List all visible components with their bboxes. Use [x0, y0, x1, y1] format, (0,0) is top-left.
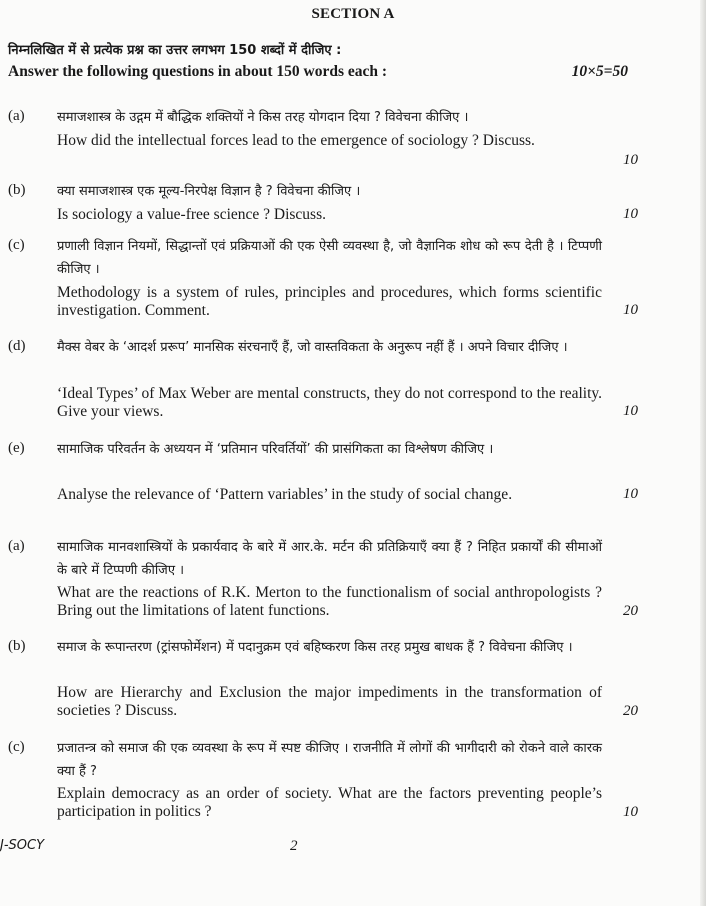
question-english: Explain democracy as an order of society. What are the factors preventing people’s participation in politics ? [57, 785, 602, 820]
question-label: (c) [8, 237, 25, 253]
question-1a [8, 106, 638, 166]
question-hindi: प्रजातन्त्र को समाज की एक व्यवस्था के रूप में स्पष्ट कीजिए । राजनीति में लोगों की भागीदारी को रोकने वाले कारक क्या हैं ? [57, 741, 602, 779]
instruction-hindi: निम्नलिखित में से प्रत्येक प्रश्न का उत्तर लगभग 150 शब्दों में दीजिए : [8, 43, 342, 58]
question-english: What are the reactions of R.K. Merton to the functionalism of social anthropologists ? Bring out the limitations of latent functions. [57, 584, 602, 619]
question-1e [8, 438, 638, 508]
question-english: Methodology is a system of rules, principles and procedures, which forms scientific investigation. Comment. [57, 284, 602, 319]
instruction-english [8, 63, 628, 81]
question-hindi: मैक्स वेबर के ‘आदर्श प्ररूप’ मानसिक संरचनाएँ हैं, जो वास्तविकता के अनुरूप नहीं हैं । अपने विचार दीजिए । [57, 340, 568, 355]
question-label: (e) [8, 440, 25, 456]
question-hindi: समाज के रूपान्तरण (ट्रांसफोर्मेशन) में पदानुक्रम एवं बहिष्करण किस तरह प्रमुख बाधक हैं ? विवेचना कीजिए । [57, 640, 573, 655]
question-marks: 20 [623, 703, 638, 719]
question-marks: 10 [623, 804, 638, 820]
section-title: SECTION A [311, 6, 395, 22]
question-english: How did the intellectual forces lead to the emergence of sociology ? Discuss. [57, 132, 535, 149]
question-hindi: सामाजिक मानवशास्त्रियों के प्रकार्यवाद के बारे में आर.के. मर्टन की प्रतिक्रियाएँ क्या हैं ? निहित प्रकार्यों की सीमाओं के बारे में टिप्पणी कीजिए । [57, 540, 602, 578]
question-label: (d) [8, 338, 26, 354]
page-edge-shadow [700, 0, 706, 906]
question-hindi: सामाजिक परिवर्तन के अध्ययन में ‘प्रतिमान परिवर्तियों’ की प्रासंगिकता का विश्लेषण कीजिए । [57, 442, 494, 457]
question-marks: 10 [623, 206, 638, 222]
question-2c [8, 737, 638, 827]
question-english: Analyse the relevance of ‘Pattern variables’ in the study of social change. [57, 486, 513, 503]
question-1b [8, 180, 638, 225]
instruction-english-text: Answer the following questions in about 150 words each : [8, 63, 388, 80]
question-hindi: समाजशास्त्र के उद्गम में बौद्धिक शक्तियों ने किस तरह योगदान दिया ? विवेचना कीजिए । [57, 110, 469, 125]
question-hindi: क्या समाजशास्त्र एक मूल्य-निरपेक्ष विज्ञान है ? विवेचना कीजिए । [57, 184, 361, 199]
question-2a [8, 536, 638, 626]
question-marks: 20 [623, 603, 638, 619]
instruction-marks: 10×5=50 [571, 63, 628, 80]
question-label: (c) [8, 739, 25, 755]
question-hindi: प्रणाली विज्ञान नियमों, सिद्धान्तों एवं प्रक्रियाओं की एक ऐसी व्यवस्था है, जो वैज्ञानिक शोध को रूप देती है । टिप्पणी कीजिए । [57, 239, 602, 277]
question-marks: 10 [623, 152, 638, 168]
question-2b [8, 636, 638, 726]
question-label: (a) [8, 538, 25, 554]
page-number: 2 [290, 838, 298, 854]
question-english: Is sociology a value-free science ? Discuss. [57, 206, 326, 223]
question-marks: 10 [623, 486, 638, 502]
question-marks: 10 [623, 302, 638, 318]
question-marks: 10 [623, 403, 638, 419]
question-label: (b) [8, 638, 26, 654]
question-label: (a) [8, 108, 25, 124]
question-1c [8, 235, 638, 320]
paper-code: J-SOCY [0, 838, 45, 853]
question-label: (b) [8, 182, 26, 198]
question-1d [8, 336, 638, 421]
question-english: ‘Ideal Types’ of Max Weber are mental constructs, they do not correspond to the reality. Give your views. [57, 385, 602, 420]
question-english: How are Hierarchy and Exclusion the major impediments in the transformation of societies ? Discuss. [57, 684, 602, 719]
